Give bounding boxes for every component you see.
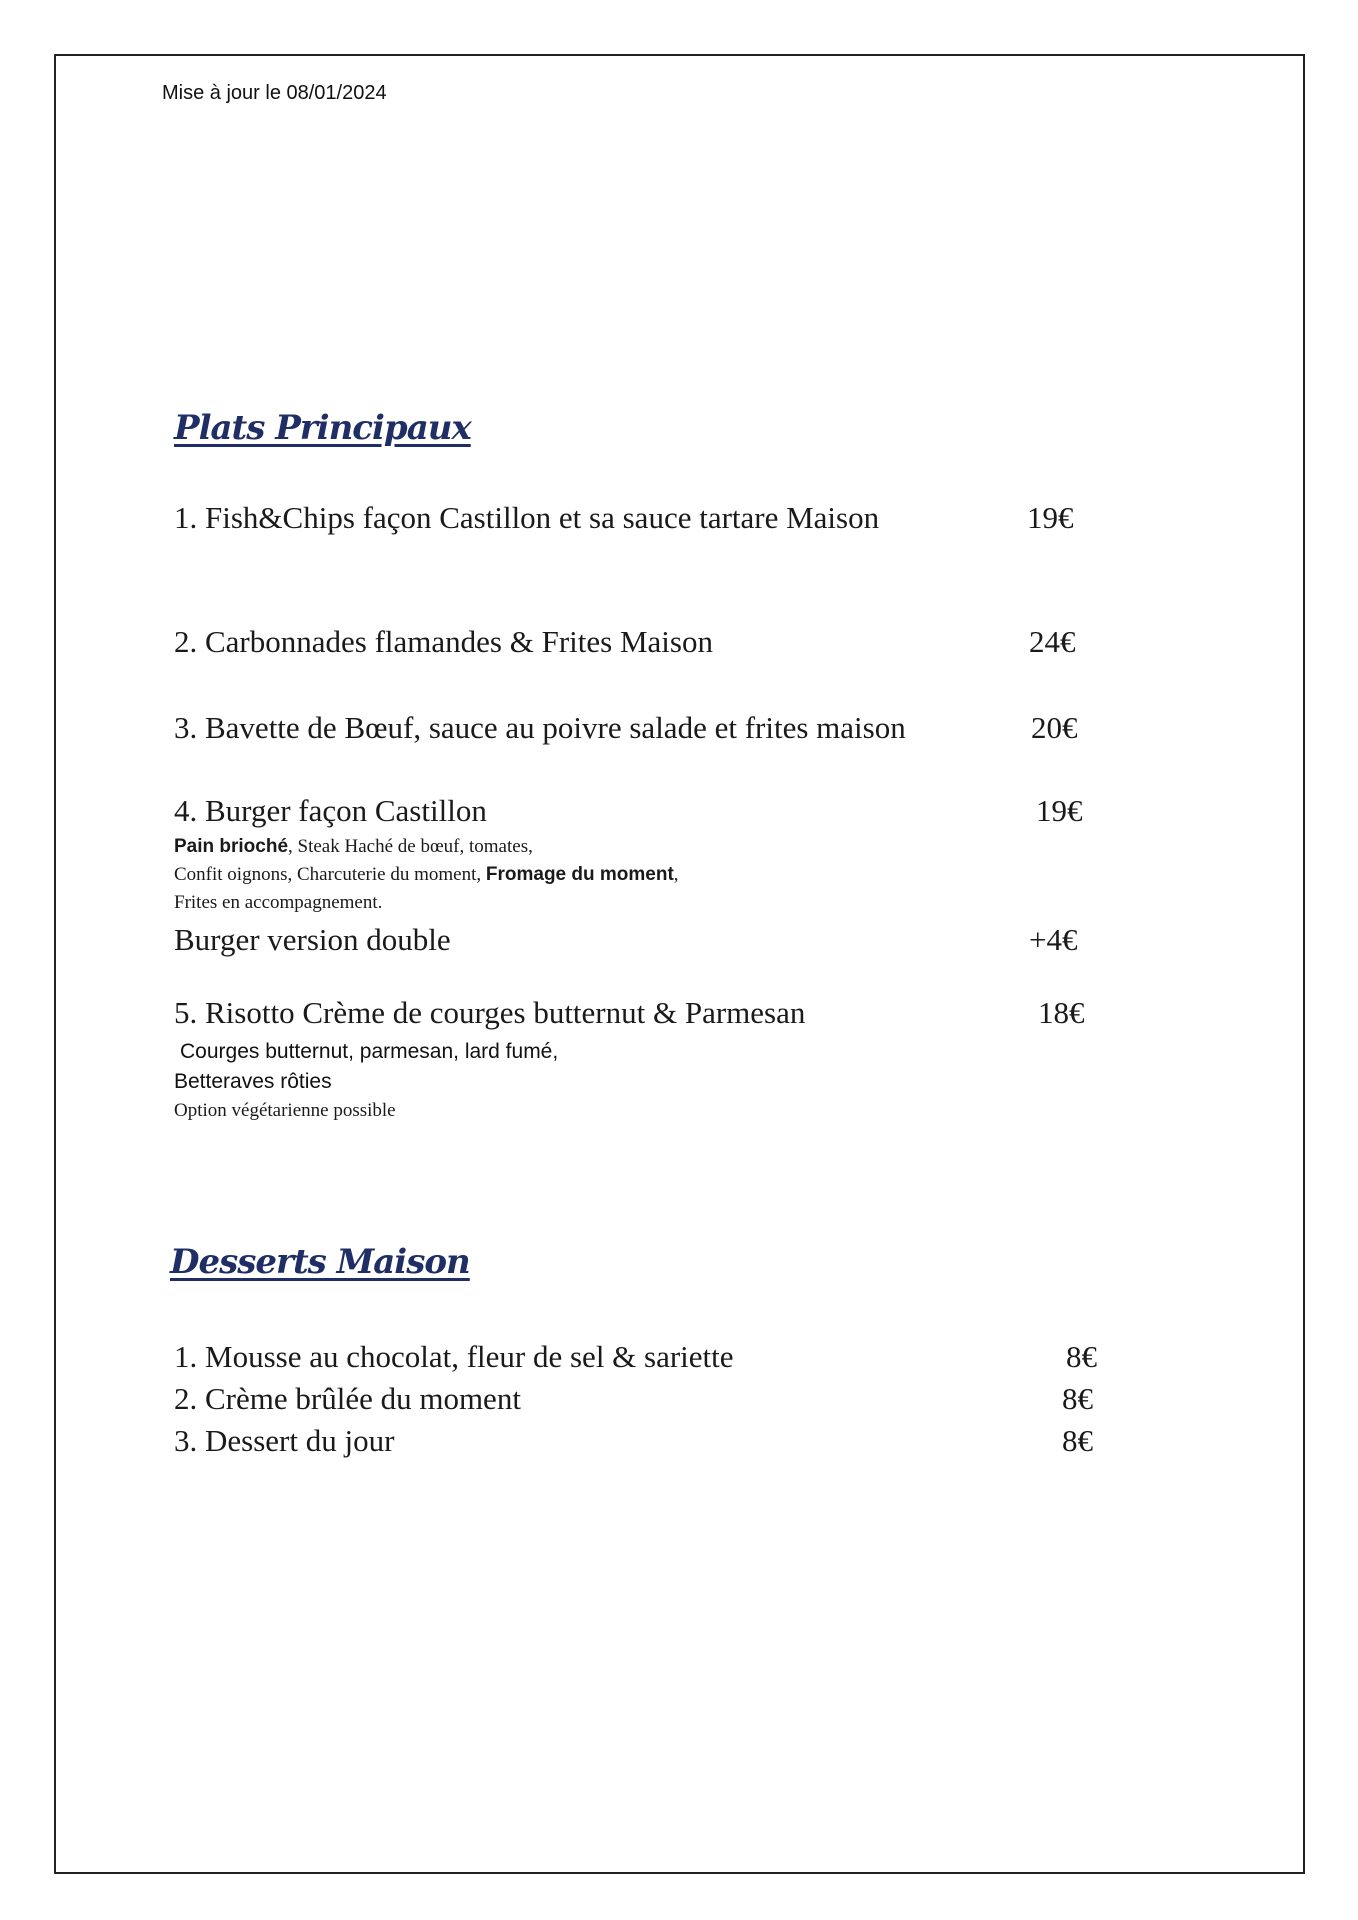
dessert-item-label: 1. Mousse au chocolat, fleur de sel & sariette: [174, 1339, 734, 1374]
item-description-line: Option végétarienne possible: [174, 1100, 396, 1121]
menu-item-price: 20€: [1031, 710, 1078, 745]
dessert-item-price: 8€: [1062, 1381, 1093, 1416]
item-description-line: [174, 836, 533, 858]
dessert-item-price: 8€: [1066, 1339, 1097, 1374]
menu-item-price: 24€: [1029, 624, 1076, 659]
description-text: , Steak Haché de bœuf, tomates,: [288, 836, 533, 857]
menu-item-price: 19€: [1027, 500, 1074, 535]
item-description-line: [174, 864, 679, 886]
page-border: [54, 54, 1305, 1874]
item-description-line: Frites en accompagnement.: [174, 892, 383, 913]
menu-item-label: 1. Fish&Chips façon Castillon et sa sauce tartare Maison: [174, 500, 880, 535]
description-bold: Fromage du moment: [485, 864, 674, 885]
description-bold: Pain brioché: [174, 836, 289, 857]
menu-item-price: +4€: [1029, 922, 1078, 957]
menu-item-label: Burger version double: [174, 922, 451, 957]
dessert-item-label: 2. Crème brûlée du moment: [174, 1381, 521, 1416]
menu-item-label: 4. Burger façon Castillon: [174, 793, 487, 828]
section-title-main: Plats Principaux: [174, 408, 471, 448]
menu-item-price: 19€: [1036, 793, 1083, 828]
description-text: Confit oignons, Charcuterie du moment,: [174, 864, 486, 885]
dessert-item-price: 8€: [1062, 1423, 1093, 1458]
menu-item-label: 3. Bavette de Bœuf, sauce au poivre salade et frites maison: [174, 710, 906, 745]
description-text: ,: [673, 864, 679, 885]
update-note: Mise à jour le 08/01/2024: [162, 82, 387, 104]
menu-item-label: 5. Risotto Crème de courges butternut & Parmesan: [174, 995, 806, 1030]
section-title-desserts: Desserts Maison: [170, 1242, 470, 1282]
dessert-item-label: 3. Dessert du jour: [174, 1423, 395, 1458]
menu-item-label: 2. Carbonnades flamandes & Frites Maison: [174, 624, 713, 659]
item-description-line: Betteraves rôties: [174, 1070, 332, 1093]
menu-item-price: 18€: [1038, 995, 1085, 1030]
item-description-line: Courges butternut, parmesan, lard fumé,: [180, 1040, 559, 1063]
